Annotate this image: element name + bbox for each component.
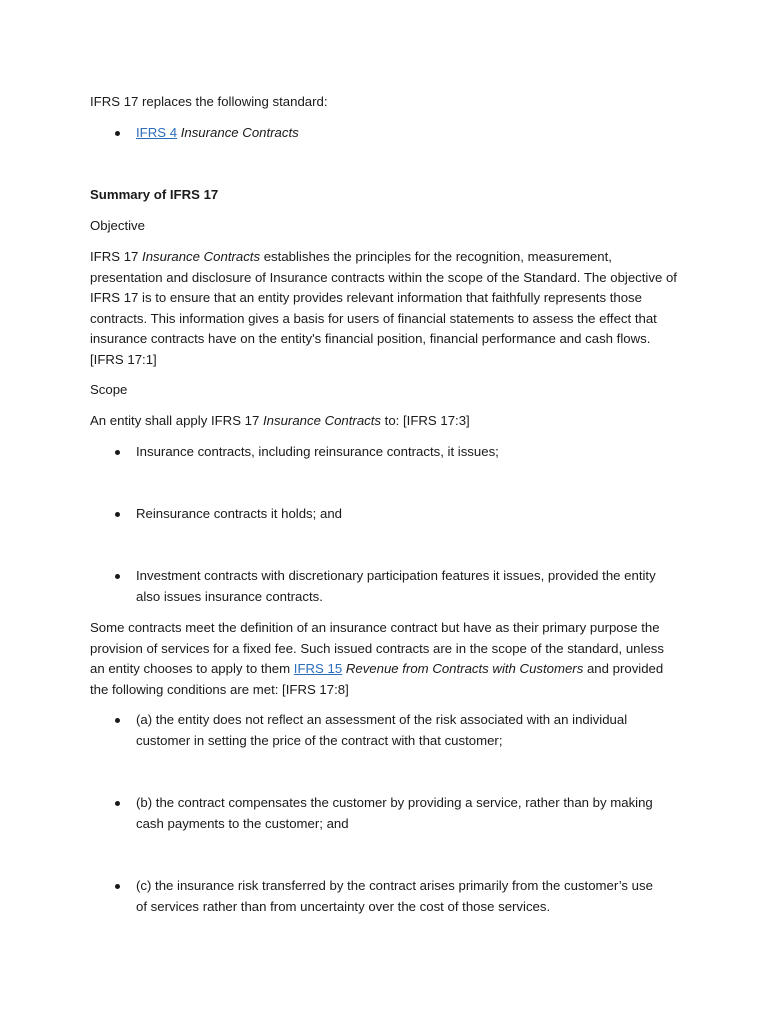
objective-body: establishes the principles for the recognition, measurement, presentation and disclosure of Insurance contracts within the scope of the Standard. The objective of IFRS 17 is to ensure that an entity provides relevant information that faithfully represents those contracts. This information gives a basis for users of financial statements to assess the effect that insurance contracts have on the entity's financial position, financial performance and cash flows. [IFRS 17:1] bbox=[90, 249, 677, 367]
scope-heading: Scope bbox=[90, 382, 128, 397]
objective-lead-italic: Insurance Contracts bbox=[142, 249, 261, 264]
objective-heading: Objective bbox=[90, 218, 145, 233]
replaces-statement: IFRS 17 replaces the following standard: bbox=[90, 94, 328, 109]
ifrs4-title: Insurance Contracts bbox=[180, 125, 299, 140]
scope-item-text: Investment contracts with discretionary participation features it issues, provided the entity also issues insurance contracts. bbox=[136, 568, 656, 604]
summary-heading: Summary of IFRS 17 bbox=[90, 187, 219, 202]
scope-lead bbox=[90, 411, 680, 432]
ifrs15-link[interactable]: IFRS 15 bbox=[293, 661, 343, 677]
condition-text: (a) the entity does not reflect an assessment of the risk associated with an individual customer in setting the price of the contract with that customer; bbox=[136, 712, 628, 748]
condition-text: (b) the contract compensates the customer by providing a service, rather than by making cash payments to the customer; and bbox=[136, 795, 653, 831]
scope-lead-end: to: [IFRS 17:3] bbox=[381, 413, 470, 428]
condition-text: (c) the insurance risk transferred by the contract arises primarily from the customer’s use of services rather than from uncertainty over the cost of those services. bbox=[136, 878, 653, 914]
scope-lead-italic: Insurance Contracts bbox=[263, 413, 382, 428]
replaced-standard-text bbox=[136, 123, 666, 144]
objective-lead: IFRS 17 bbox=[90, 249, 143, 264]
ifrs15-title: Revenue from Contracts with Customers bbox=[342, 661, 584, 677]
fixed-fee-text-end: and provided the following conditions are met: [IFRS 17:8] bbox=[90, 661, 664, 697]
ifrs4-link[interactable]: IFRS 4 bbox=[136, 125, 178, 140]
scope-item-text: Insurance contracts, including reinsurance contracts, it issues; bbox=[136, 444, 499, 459]
fixed-fee-text-start: Some contracts meet the definition of an insurance contract but have as their primary purpose the provision of services for a fixed fee. Such issued contracts are in the scope of the standard, unless an entity chooses to apply to them bbox=[90, 620, 664, 677]
scope-item-text: Reinsurance contracts it holds; and bbox=[136, 506, 342, 521]
scope-lead-text: An entity shall apply IFRS 17 bbox=[90, 413, 263, 428]
objective-paragraph bbox=[90, 247, 680, 371]
fixed-fee-paragraph bbox=[90, 618, 680, 700]
